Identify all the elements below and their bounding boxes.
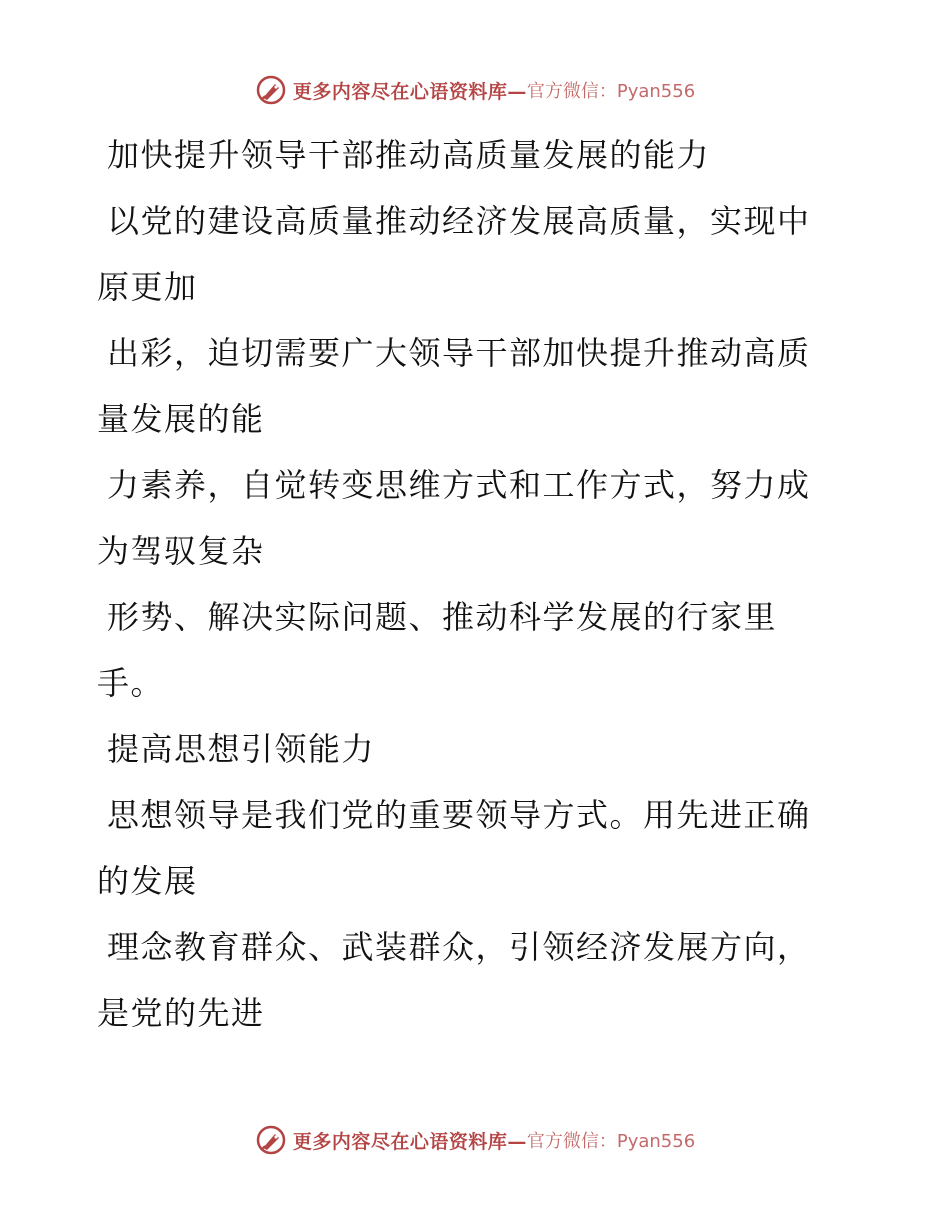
header-banner-wechat: 官方微信：Pyan556 bbox=[526, 81, 696, 102]
footer-banner bbox=[0, 1120, 950, 1160]
paragraph: 出彩，迫切需要广大领导干部加快提升推动高质量发展的能 bbox=[97, 334, 811, 438]
pen-nib-logo-icon bbox=[255, 1124, 287, 1156]
footer-banner-text: 更多内容尽在心语资料库— bbox=[292, 1130, 527, 1153]
footer-banner-wechat: 官方微信：Pyan556 bbox=[526, 1131, 696, 1152]
header-banner bbox=[0, 70, 950, 110]
header-banner-text: 更多内容尽在心语资料库— bbox=[292, 80, 527, 103]
heading-1: 加快提升领导干部推动高质量发展的能力 bbox=[107, 136, 711, 174]
paragraph: 形势、解决实际问题、推动科学发展的行家里手。 bbox=[97, 598, 778, 702]
paragraph: 理念教育群众、武装群众，引领经济发展方向，是党的先进 bbox=[97, 928, 811, 1032]
document-body bbox=[97, 122, 837, 1046]
heading-2: 提高思想引领能力 bbox=[107, 730, 376, 768]
pen-nib-logo-icon bbox=[255, 74, 287, 106]
paragraph: 思想领导是我们党的重要领导方式。用先进正确的发展 bbox=[97, 796, 811, 900]
paragraph: 力素养，自觉转变思维方式和工作方式，努力成为驾驭复杂 bbox=[97, 466, 811, 570]
paragraph: 以党的建设高质量推动经济发展高质量，实现中原更加 bbox=[97, 202, 811, 306]
